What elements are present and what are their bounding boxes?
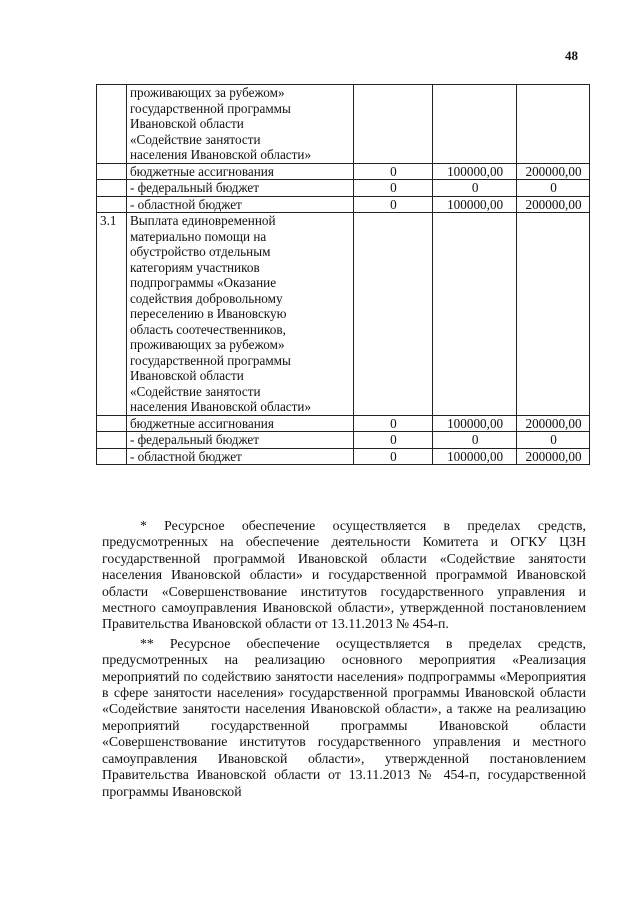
budget-value-year-1: 0 [353,163,433,180]
budget-label: - областной бюджет [126,196,353,213]
description-line: населения Ивановской области» [129,399,312,414]
table-row-description [97,85,590,164]
budget-table-body [97,85,590,465]
budget-value-year-3: 200000,00 [517,415,590,432]
description-line: Ивановской области [129,368,244,383]
description-line: государственной программы [129,352,291,368]
budget-label: - областной бюджет [126,448,353,465]
empty-cell [517,85,590,164]
budget-value-year-3: 0 [517,180,590,197]
budget-label: бюджетные ассигнования [126,163,353,180]
empty-cell [433,85,517,164]
table-row-description [97,213,590,416]
empty-cell [517,213,590,416]
description-line: переселению в Ивановскую [129,306,287,321]
budget-value-year-2: 0 [433,180,517,197]
row-number [97,180,127,197]
description-line: Выплата единовременной [129,213,276,228]
description-line: населения Ивановской области» [129,147,312,162]
row-number [97,448,127,465]
empty-cell [353,85,433,164]
empty-cell [353,213,433,416]
budget-label: - федеральный бюджет [126,432,353,449]
budget-value-year-1: 0 [353,448,433,465]
table-row-values [97,432,590,449]
description-line: материально помощи на [129,228,267,244]
row-number [97,163,127,180]
row-number [97,432,127,449]
description-line: государственной программы [129,100,291,116]
footnote-1: * Ресурсное обеспечение осуществляется в пределах средств, предусмотренных на обеспечение деятельности Комитета и ОГКУ ЦЗН государственной программой Ивановской области «Содействие занятости населения Ивановской области» и государственной программой Ивановской области «Совершенствование институтов государственного управления и местного самоуправления Ивановской области», утвержденной постановлением Правительства Ивановской области от 13.11.2013 № 454-п. [102,518,586,632]
budget-value-year-2: 100000,00 [433,163,517,180]
budget-value-year-1: 0 [353,180,433,197]
budget-table [96,84,590,465]
description-line: «Содействие занятости [129,383,261,399]
budget-value-year-2: 100000,00 [433,448,517,465]
empty-cell [433,213,517,416]
description-line: «Содействие занятости [129,131,261,147]
row-number [97,196,127,213]
row-number: 3.1 [97,213,127,416]
row-number [97,415,127,432]
description-line: подпрограммы «Оказание [129,275,277,290]
row-number [97,85,127,164]
description-line: категориям участников [129,259,260,275]
description-line: обустройство отдельным [129,244,271,259]
table-row-values [97,196,590,213]
table-row-values [97,448,590,465]
table-row-values [97,180,590,197]
description-line: проживающих за рубежом» [129,337,285,352]
budget-value-year-1: 0 [353,415,433,432]
page-number: 48 [565,48,578,63]
description-line: область соотечественников, [129,321,286,337]
budget-value-year-3: 0 [517,432,590,449]
budget-value-year-1: 0 [353,432,433,449]
footnotes [102,518,586,803]
budget-value-year-2: 100000,00 [433,196,517,213]
budget-label: бюджетные ассигнования [126,415,353,432]
footnote-2: ** Ресурсное обеспечение осуществляется в пределах средств, предусмотренных на реализацию основного мероприятия «Реализация мероприятий по содействию занятости населения» подпрограммы «Мероприятия в сфере занятости населения» государственной программы Ивановской области «Содействие занятости населения Ивановской области», а также на реализацию мероприятий государственной программы Ивановской области «Совершенствование институтов государственного управления и местного самоуправления Ивановской области», утвержденной постановлением Правительства Ивановской области от 13.11.2013 № 454-п, государственной программы Ивановской [102,635,586,799]
budget-value-year-3: 200000,00 [517,448,590,465]
budget-value-year-3: 200000,00 [517,196,590,213]
budget-value-year-3: 200000,00 [517,163,590,180]
budget-value-year-2: 0 [433,432,517,449]
budget-value-year-2: 100000,00 [433,415,517,432]
budget-label: - федеральный бюджет [126,180,353,197]
measure-description [126,85,353,164]
description-line: содействия добровольному [129,290,283,306]
description-line: проживающих за рубежом» [129,85,285,100]
description-line: Ивановской области [129,116,244,131]
table-row-values [97,415,590,432]
table-row-values [97,163,590,180]
budget-value-year-1: 0 [353,196,433,213]
measure-description [126,213,353,416]
